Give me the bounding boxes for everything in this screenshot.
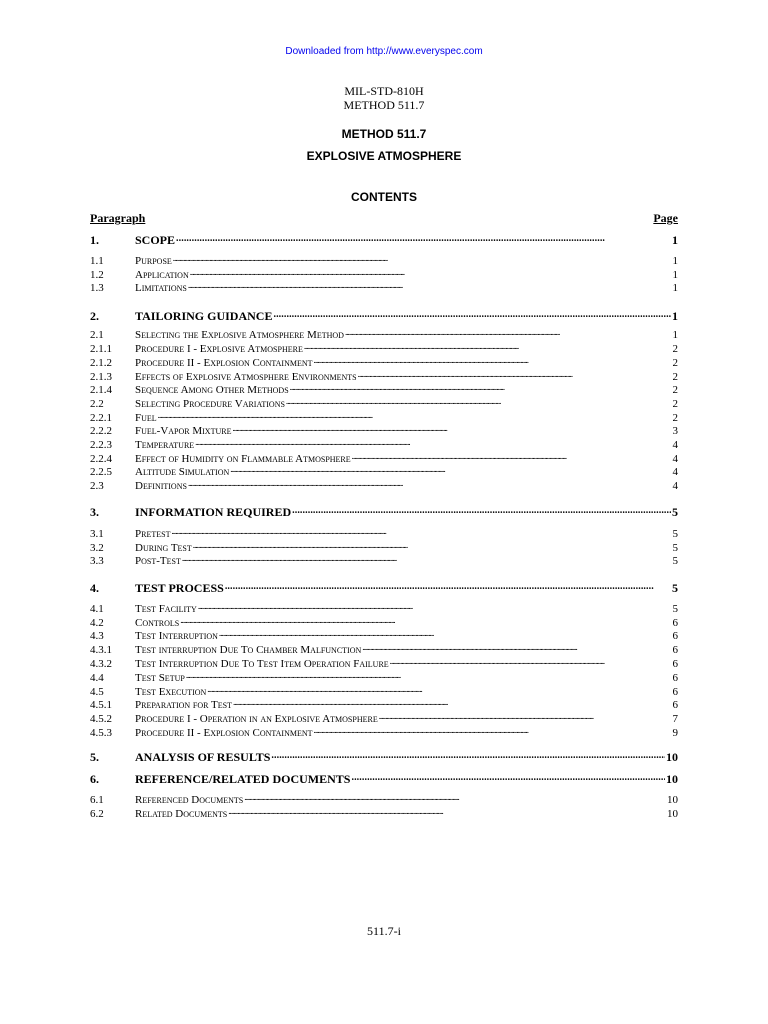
toc-dot-leader xyxy=(190,267,672,278)
toc-entry-number: 4.5.3 xyxy=(90,727,112,739)
toc-entry-page: 5 xyxy=(672,581,678,595)
toc-entry-title: Post-Test xyxy=(135,555,181,567)
toc-entry-number: 2.1.1 xyxy=(90,343,112,355)
toc-entry-number: 2.2.1 xyxy=(90,412,112,424)
toc-entry[interactable] xyxy=(90,771,678,786)
toc-entry-number: 3. xyxy=(90,505,99,519)
toc-entry-number: 2.1.4 xyxy=(90,384,112,396)
toc-entry-title: Fuel-Vapor Mixture xyxy=(135,425,232,437)
toc-dot-leader xyxy=(158,410,672,421)
toc-entry-number: 4.2 xyxy=(90,617,104,629)
toc-entry[interactable] xyxy=(90,540,678,553)
toc-entry-number: 2.2.4 xyxy=(90,453,112,465)
toc-entry-page: 1 xyxy=(672,269,678,281)
toc-entry-title: Selecting Procedure Variations xyxy=(135,398,285,410)
toc-entry[interactable] xyxy=(90,725,678,738)
toc-dot-leader xyxy=(271,749,665,761)
toc-entry-number: 1.1 xyxy=(90,255,104,267)
toc-entry[interactable] xyxy=(90,355,678,368)
toc-entry-title: Test Interruption Due To Test Item Operation Failure xyxy=(135,658,389,670)
toc-entry-title: Controls xyxy=(135,617,180,629)
toc-dot-leader xyxy=(352,451,672,462)
toc-entry-title: ANALYSIS OF RESULTS xyxy=(135,750,271,764)
toc-entry-title: Procedure II - Explosion Containment xyxy=(135,357,313,369)
toc-entry[interactable] xyxy=(90,451,678,464)
toc-entry[interactable] xyxy=(90,396,678,409)
toc-entry[interactable] xyxy=(90,656,678,669)
toc-entry-title: Test interruption Due To Chamber Malfunction xyxy=(135,644,362,656)
toc-entry[interactable] xyxy=(90,553,678,566)
toc-entry-number: 2.2.5 xyxy=(90,466,112,478)
toc-entry-page: 2 xyxy=(672,412,678,424)
toc-entry-title: Limitations xyxy=(135,282,187,294)
toc-entry-page: 2 xyxy=(672,357,678,369)
toc-entry-page: 4 xyxy=(672,453,678,465)
toc-entry-title: SCOPE xyxy=(135,233,176,247)
toc-dot-leader xyxy=(292,504,671,516)
toc-dot-leader xyxy=(290,382,672,393)
toc-entry-page: 1 xyxy=(672,329,678,341)
toc-dot-leader xyxy=(314,355,672,366)
toc-dot-leader xyxy=(358,369,672,380)
toc-entry-title: Procedure II - Explosion Containment xyxy=(135,727,313,739)
toc-entry-number: 2.1 xyxy=(90,329,104,341)
toc-entry-number: 4.5.1 xyxy=(90,699,112,711)
toc-entry[interactable] xyxy=(90,749,678,764)
toc-entry[interactable] xyxy=(90,464,678,477)
toc-dot-leader xyxy=(171,526,671,537)
toc-dot-leader xyxy=(195,437,671,448)
toc-entry-page: 2 xyxy=(672,384,678,396)
toc-dot-leader xyxy=(230,464,671,475)
toc-entry-title: Altitude Simulation xyxy=(135,466,230,478)
document-title: EXPLOSIVE ATMOSPHERE xyxy=(306,149,462,163)
method-id: METHOD 511.7 xyxy=(343,98,425,112)
toc-entry-page: 10 xyxy=(667,794,678,806)
toc-entry-number: 3.1 xyxy=(90,528,104,540)
toc-dot-leader xyxy=(182,553,672,564)
toc-entry-number: 4. xyxy=(90,581,99,595)
toc-entry-title: Effect of Humidity on Flammable Atmosphere xyxy=(135,453,351,465)
toc-entry-page: 3 xyxy=(672,425,678,437)
toc-entry-page: 1 xyxy=(672,282,678,294)
toc-dot-leader xyxy=(390,656,672,667)
toc-entry[interactable] xyxy=(90,504,678,519)
toc-dot-leader xyxy=(362,642,671,653)
toc-entry[interactable] xyxy=(90,327,678,340)
toc-entry[interactable] xyxy=(90,232,678,247)
toc-entry-title: Procedure I - Explosive Atmosphere xyxy=(135,343,303,355)
toc-entry[interactable] xyxy=(90,792,678,805)
toc-entry-number: 4.1 xyxy=(90,603,104,615)
toc-dot-leader xyxy=(314,725,672,736)
toc-entry-page: 5 xyxy=(672,542,678,554)
toc-entry-title: Test Facility xyxy=(135,603,197,615)
toc-entry-page: 10 xyxy=(666,750,678,764)
toc-entry-number: 4.5.2 xyxy=(90,713,112,725)
toc-entry-title: REFERENCE/RELATED DOCUMENTS xyxy=(135,772,351,786)
toc-entry-number: 2.2.3 xyxy=(90,439,112,451)
page-number: 511.7-i xyxy=(367,924,401,938)
toc-entry-page: 2 xyxy=(672,398,678,410)
toc-entry-title: Test Setup xyxy=(135,672,185,684)
toc-entry[interactable] xyxy=(90,423,678,436)
toc-entry-number: 2.2.2 xyxy=(90,425,112,437)
toc-entry-number: 4.5 xyxy=(90,686,104,698)
toc-entry[interactable] xyxy=(90,642,678,655)
toc-entry-number: 3.2 xyxy=(90,542,104,554)
toc-dot-leader xyxy=(198,601,672,612)
toc-entry-page: 1 xyxy=(672,233,678,247)
toc-dot-leader xyxy=(176,232,671,244)
toc-entry-title: INFORMATION REQUIRED xyxy=(135,505,292,519)
toc-entry-title: Test Execution xyxy=(135,686,207,698)
toc-entry-title: TAILORING GUIDANCE xyxy=(135,309,273,323)
toc-entry-page: 9 xyxy=(672,727,678,739)
toc-entry-number: 1. xyxy=(90,233,99,247)
toc-entry[interactable] xyxy=(90,628,678,641)
method-title: METHOD 511.7 xyxy=(341,127,427,141)
toc-entry[interactable] xyxy=(90,341,678,354)
toc-entry-page: 5 xyxy=(672,505,678,519)
toc-entry[interactable] xyxy=(90,684,678,697)
toc-dot-leader xyxy=(207,684,671,695)
toc-entry[interactable] xyxy=(90,806,678,819)
toc-entry[interactable] xyxy=(90,601,678,614)
toc-entry[interactable] xyxy=(90,670,678,683)
toc-entry[interactable] xyxy=(90,526,678,539)
toc-entry-title: Procedure I - Operation in an Explosive Atmosphere xyxy=(135,713,378,725)
toc-entry-number: 6.1 xyxy=(90,794,104,806)
toc-entry-title: Temperature xyxy=(135,439,195,451)
toc-entry[interactable] xyxy=(90,267,678,280)
toc-entry[interactable] xyxy=(90,280,678,293)
toc-entry-number: 2.3 xyxy=(90,480,104,492)
toc-entry[interactable] xyxy=(90,711,678,724)
toc-entry-title: Related Documents xyxy=(135,808,228,820)
toc-entry-number: 4.4 xyxy=(90,672,104,684)
toc-entry[interactable] xyxy=(90,478,678,491)
toc-entry-title: Fuel xyxy=(135,412,157,424)
toc-entry-page: 10 xyxy=(666,772,678,786)
toc-entry-number: 6.2 xyxy=(90,808,104,820)
toc-entry[interactable] xyxy=(90,253,678,266)
toc-dot-leader xyxy=(244,792,666,803)
toc-dot-leader xyxy=(233,697,672,708)
toc-dot-leader xyxy=(186,670,672,681)
toc-dot-leader xyxy=(225,580,671,592)
toc-entry-page: 4 xyxy=(672,466,678,478)
toc-entry-title: Pretest xyxy=(135,528,171,540)
toc-entry[interactable] xyxy=(90,580,678,595)
toc-dot-leader xyxy=(219,628,672,639)
toc-entry-title: Application xyxy=(135,269,189,281)
toc-entry-page: 4 xyxy=(672,480,678,492)
toc-entry-page: 4 xyxy=(672,439,678,451)
toc-entry-number: 2.1.3 xyxy=(90,371,112,383)
toc-dot-leader xyxy=(304,341,672,352)
toc-entry-number: 2. xyxy=(90,309,99,323)
toc-entry[interactable] xyxy=(90,308,678,323)
toc-entry[interactable] xyxy=(90,410,678,423)
toc-dot-leader xyxy=(188,478,672,489)
toc-entry-page: 6 xyxy=(672,699,678,711)
toc-dot-leader xyxy=(193,540,672,551)
toc-entry[interactable] xyxy=(90,437,678,450)
toc-entry-number: 1.2 xyxy=(90,269,104,281)
toc-dot-leader xyxy=(273,308,671,320)
toc-entry-title: Purpose xyxy=(135,255,172,267)
toc-entry-page: 6 xyxy=(672,686,678,698)
toc-entry-number: 4.3 xyxy=(90,630,104,642)
toc-entry-number: 5. xyxy=(90,750,99,764)
toc-entry-title: During Test xyxy=(135,542,192,554)
toc-entry-page: 6 xyxy=(672,658,678,670)
toc-entry-title: Test Interruption xyxy=(135,630,218,642)
toc-entry-page: 5 xyxy=(672,603,678,615)
toc-entry-number: 3.3 xyxy=(90,555,104,567)
page-column-header: Page xyxy=(653,211,678,225)
toc-entry-number: 4.3.2 xyxy=(90,658,112,670)
toc-entry[interactable] xyxy=(90,615,678,628)
contents-heading: CONTENTS xyxy=(351,190,417,204)
toc-dot-leader xyxy=(180,615,671,626)
toc-entry-number: 4.3.1 xyxy=(90,644,112,656)
toc-entry-title: Effects of Explosive Atmosphere Environments xyxy=(135,371,357,383)
toc-dot-leader xyxy=(286,396,672,407)
toc-dot-leader xyxy=(173,253,672,264)
standard-id: MIL-STD-810H xyxy=(344,84,424,98)
toc-entry-title: Referenced Documents xyxy=(135,794,244,806)
toc-entry-number: 2.2 xyxy=(90,398,104,410)
toc-dot-leader xyxy=(345,327,672,338)
toc-entry[interactable] xyxy=(90,369,678,382)
toc-entry-page: 6 xyxy=(672,617,678,629)
toc-entry-page: 5 xyxy=(672,555,678,567)
toc-entry[interactable] xyxy=(90,697,678,710)
toc-entry-number: 6. xyxy=(90,772,99,786)
toc-dot-leader xyxy=(232,423,671,434)
toc-entry-page: 6 xyxy=(672,672,678,684)
toc-entry-page: 1 xyxy=(672,255,678,267)
toc-dot-leader xyxy=(379,711,672,722)
toc-entry-title: Definitions xyxy=(135,480,187,492)
toc-entry-number: 1.3 xyxy=(90,282,104,294)
toc-entry-page: 6 xyxy=(672,630,678,642)
toc-entry[interactable] xyxy=(90,382,678,395)
toc-dot-leader xyxy=(351,771,665,783)
toc-dot-leader xyxy=(188,280,672,291)
toc-entry-page: 1 xyxy=(672,309,678,323)
toc-entry-title: TEST PROCESS xyxy=(135,581,224,595)
toc-entry-page: 2 xyxy=(672,371,678,383)
toc-entry-page: 2 xyxy=(672,343,678,355)
toc-entry-page: 7 xyxy=(672,713,678,725)
toc-dot-leader xyxy=(228,806,666,817)
toc-entry-page: 5 xyxy=(672,528,678,540)
download-source-link[interactable]: Downloaded from http://www.everyspec.com xyxy=(285,46,483,57)
toc-entry-number: 2.1.2 xyxy=(90,357,112,369)
toc-entry-page: 6 xyxy=(672,644,678,656)
toc-entry-title: Selecting the Explosive Atmosphere Method xyxy=(135,329,344,341)
toc-entry-title: Preparation for Test xyxy=(135,699,232,711)
paragraph-column-header: Paragraph xyxy=(90,211,146,225)
toc-entry-title: Sequence Among Other Methods xyxy=(135,384,289,396)
toc-entry-page: 10 xyxy=(667,808,678,820)
